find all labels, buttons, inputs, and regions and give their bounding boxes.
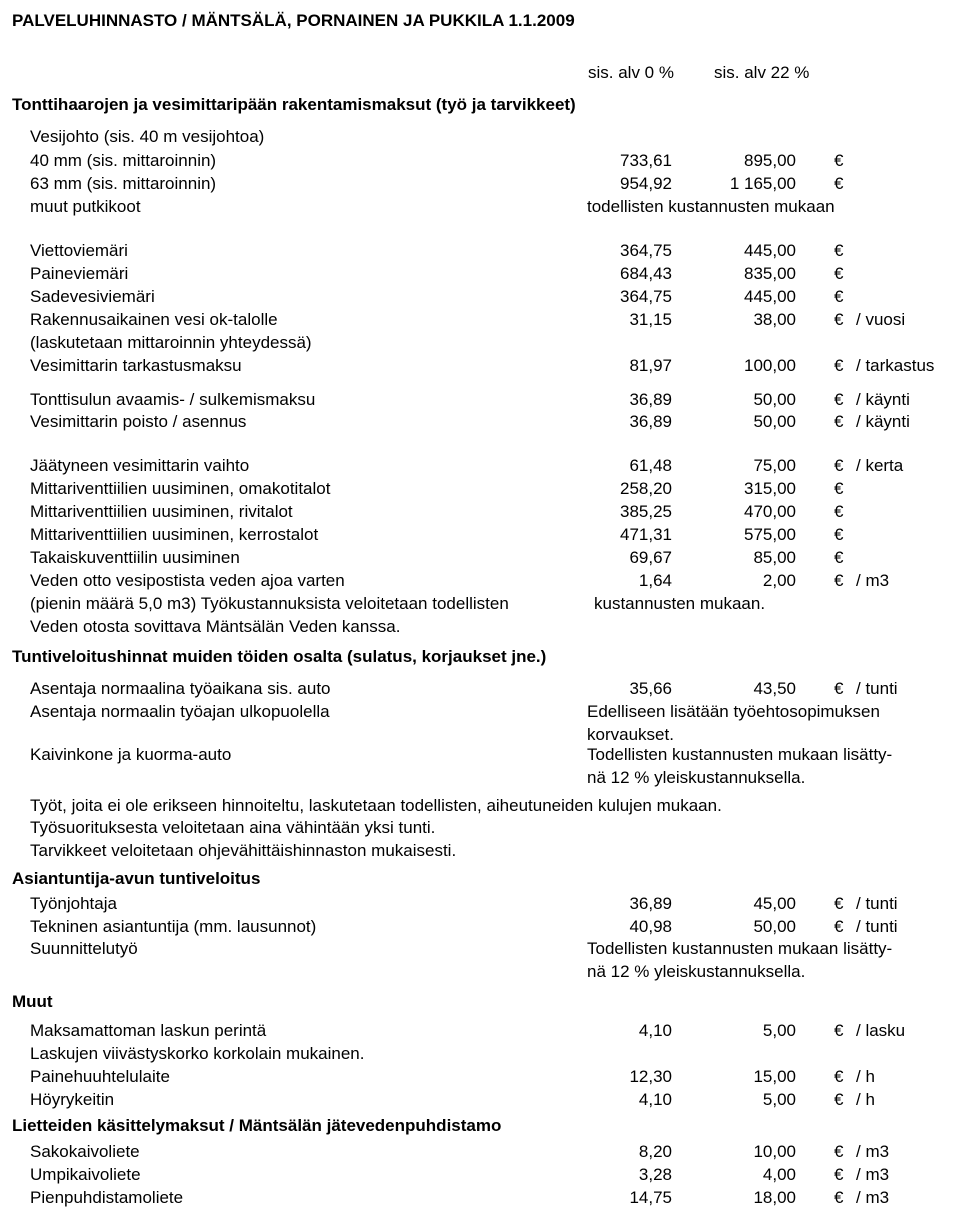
row-other-pipes-label: muut putkikoot <box>30 197 141 216</box>
row-rivitalot-label: Mittariventtiilien uusiminen, rivitalot <box>30 502 293 521</box>
row-kerrostalot-price-incl-vat: 575,00 <box>744 525 796 544</box>
row-umpiliete-price-excl-vat: 3,28 <box>638 1165 672 1184</box>
row-kerrostalot-label: Mittariventtiilien uusiminen, kerrostalot <box>30 525 319 544</box>
row-vesiposti-unit: / m3 <box>856 571 890 590</box>
row-takaisku-price-excl-vat: 69,67 <box>629 548 672 567</box>
header-excl-vat: sis. alv 0 % <box>588 63 674 82</box>
row-hoyrykeitin-price-excl-vat: 4,10 <box>638 1090 672 1109</box>
row-hoyrykeitin-label: Höyrykeitin <box>30 1090 115 1109</box>
row-kaivinkone-label: Kaivinkone ja kuorma-auto <box>30 745 232 764</box>
row-r40mm-price-excl-vat: 733,61 <box>620 151 672 170</box>
row-hoyrykeitin-price-incl-vat: 5,00 <box>762 1090 796 1109</box>
row-tekninen-unit: / tunti <box>856 917 898 936</box>
euro-icon: € <box>834 456 844 475</box>
row-tarkastusmaksu-label: Vesimittarin tarkastusmaksu <box>30 356 242 375</box>
row-omakotitalot-label: Mittariventtiilien uusiminen, omakotitalot <box>30 479 331 498</box>
row-tarvikkeet-label: Tarvikkeet veloitetaan ohjevähittäishinnaston mukaisesti. <box>30 841 457 860</box>
euro-icon: € <box>834 1021 844 1040</box>
row-vesiposti-price-incl-vat: 2,00 <box>762 571 796 590</box>
row-pienpuhdistamo-label: Pienpuhdistamoliete <box>30 1188 184 1207</box>
euro-icon: € <box>834 174 844 193</box>
row-asentaja-norm-label: Asentaja normaalina työaikana sis. auto <box>30 679 331 698</box>
euro-icon: € <box>834 1090 844 1109</box>
row-tyonjohtaja-price-excl-vat: 36,89 <box>629 894 672 913</box>
row-jaatynyt-label: Jäätyneen vesimittarin vaihto <box>30 456 250 475</box>
water-pipe-heading: Vesijohto (sis. 40 m vesijohtoa) <box>30 127 265 146</box>
row-jaatynyt-unit: / kerta <box>856 456 904 475</box>
euro-icon: € <box>834 479 844 498</box>
row-vesiposti-label: Veden otto vesipostista veden ajoa varten <box>30 571 345 590</box>
row-tonttisulku-price-excl-vat: 36,89 <box>629 390 672 409</box>
section-heading-expert: Asiantuntija-avun tuntiveloitus <box>12 869 261 888</box>
row-paineviemari-price-excl-vat: 684,43 <box>620 264 672 283</box>
row-jaatynyt-price-excl-vat: 61,48 <box>629 456 672 475</box>
row-takaisku-label: Takaiskuventtiilin uusiminen <box>30 548 240 567</box>
euro-icon: € <box>834 241 844 260</box>
row-pienpuhdistamo-price-incl-vat: 18,00 <box>753 1188 796 1207</box>
row-asentaja-norm-unit: / tunti <box>856 679 898 698</box>
row-tyonjohtaja-price-incl-vat: 45,00 <box>753 894 796 913</box>
euro-icon: € <box>834 356 844 375</box>
euro-icon: € <box>834 894 844 913</box>
row-asentaja-ulko-note-cont: korvaukset. <box>587 725 674 744</box>
row-tarkastusmaksu-price-incl-vat: 100,00 <box>744 356 796 375</box>
euro-icon: € <box>834 1142 844 1161</box>
row-kerrostalot-price-excl-vat: 471,31 <box>620 525 672 544</box>
row-r63mm-label: 63 mm (sis. mittaroinnin) <box>30 174 217 193</box>
row-hoyrykeitin-unit: / h <box>856 1090 875 1109</box>
row-sakoliete-price-incl-vat: 10,00 <box>753 1142 796 1161</box>
row-asentaja-norm-price-incl-vat: 43,50 <box>753 679 796 698</box>
euro-icon: € <box>834 525 844 544</box>
row-sadevesiviemari-price-incl-vat: 445,00 <box>744 287 796 306</box>
euro-icon: € <box>834 287 844 306</box>
row-r63mm-price-incl-vat: 1 165,00 <box>729 174 796 193</box>
row-poisto-unit: / käynti <box>856 412 910 431</box>
euro-icon: € <box>834 264 844 283</box>
euro-icon: € <box>834 548 844 567</box>
row-tonttisulku-unit: / käynti <box>856 390 910 409</box>
row-paineviemari-label: Paineviemäri <box>30 264 129 283</box>
row-rakennusaikainen-unit: / vuosi <box>856 310 906 329</box>
row-umpiliete-label: Umpikaivoliete <box>30 1165 141 1184</box>
euro-icon: € <box>834 1188 844 1207</box>
section-heading-connection: Tonttihaarojen ja vesimittaripään rakentamismaksut (työ ja tarvikkeet) <box>12 95 576 114</box>
row-sadevesiviemari-label: Sadevesiviemäri <box>30 287 155 306</box>
row-painehuuhtelu-unit: / h <box>856 1067 875 1086</box>
row-painehuuhtelu-label: Painehuuhtelulaite <box>30 1067 170 1086</box>
row-pienpuhdistamo-price-excl-vat: 14,75 <box>629 1188 672 1207</box>
euro-icon: € <box>834 390 844 409</box>
row-sadevesiviemari-price-excl-vat: 364,75 <box>620 287 672 306</box>
row-pienpuhdistamo-unit: / m3 <box>856 1188 890 1207</box>
row-tyonjohtaja-unit: / tunti <box>856 894 898 913</box>
row-viettoviemari-price-incl-vat: 445,00 <box>744 241 796 260</box>
row-asentaja-norm-price-excl-vat: 35,66 <box>629 679 672 698</box>
row-tarkastusmaksu-price-excl-vat: 81,97 <box>629 356 672 375</box>
row-poisto-price-excl-vat: 36,89 <box>629 412 672 431</box>
row-tonttisulku-label: Tonttisulun avaamis- / sulkemismaksu <box>30 390 316 409</box>
euro-icon: € <box>834 1067 844 1086</box>
row-r40mm-label: 40 mm (sis. mittaroinnin) <box>30 151 217 170</box>
section-heading-hourly: Tuntiveloitushinnat muiden töiden osalta (sulatus, korjaukset jne.) <box>12 647 547 666</box>
row-viettoviemari-label: Viettoviemäri <box>30 241 128 260</box>
row-r63mm-price-excl-vat: 954,92 <box>620 174 672 193</box>
row-paineviemari-price-incl-vat: 835,00 <box>744 264 796 283</box>
row-asentaja-ulko-note: Edelliseen lisätään työehtosopimuksen <box>587 702 880 721</box>
row-pienin-maara-label-cont: kustannusten mukaan. <box>594 594 766 613</box>
row-omakotitalot-price-incl-vat: 315,00 <box>744 479 796 498</box>
row-perinta-price-excl-vat: 4,10 <box>638 1021 672 1040</box>
row-suunnittelu-label: Suunnittelutyö <box>30 939 138 958</box>
row-pienin-maara-label: (pienin määrä 5,0 m3) Työkustannuksista veloitetaan todellisten <box>30 594 509 613</box>
row-viettoviemari-price-excl-vat: 364,75 <box>620 241 672 260</box>
header-incl-vat: sis. alv 22 % <box>714 63 810 82</box>
row-tekninen-price-incl-vat: 50,00 <box>753 917 796 936</box>
row-suunnittelu-note: Todellisten kustannusten mukaan lisätty- <box>587 939 893 958</box>
row-asentaja-ulko-label: Asentaja normaalin työajan ulkopuolella <box>30 702 330 721</box>
euro-icon: € <box>834 1165 844 1184</box>
row-poisto-label: Vesimittarin poisto / asennus <box>30 412 247 431</box>
euro-icon: € <box>834 502 844 521</box>
euro-icon: € <box>834 571 844 590</box>
row-perinta-unit: / lasku <box>856 1021 906 1040</box>
row-sovittava-label: Veden otosta sovittava Mäntsälän Veden kanssa. <box>30 617 401 636</box>
row-kaivinkone-note-cont: nä 12 % yleiskustannuksella. <box>587 768 806 787</box>
row-sakoliete-unit: / m3 <box>856 1142 890 1161</box>
euro-icon: € <box>834 310 844 329</box>
row-tonttisulku-price-incl-vat: 50,00 <box>753 390 796 409</box>
row-umpiliete-unit: / m3 <box>856 1165 890 1184</box>
row-painehuuhtelu-price-incl-vat: 15,00 <box>753 1067 796 1086</box>
row-rakennusaikainen-price-excl-vat: 31,15 <box>629 310 672 329</box>
row-sakoliete-label: Sakokaivoliete <box>30 1142 140 1161</box>
row-perinta-price-incl-vat: 5,00 <box>762 1021 796 1040</box>
row-laskutetaan-label: (laskutetaan mittaroinnin yhteydessä) <box>30 333 312 352</box>
euro-icon: € <box>834 917 844 936</box>
row-umpiliete-price-incl-vat: 4,00 <box>762 1165 796 1184</box>
row-tyonjohtaja-label: Työnjohtaja <box>30 894 117 913</box>
row-rakennusaikainen-label: Rakennusaikainen vesi ok-talolle <box>30 310 278 329</box>
row-tyot-note-label: Työt, joita ei ole erikseen hinnoiteltu, laskutetaan todellisten, aiheutuneiden kulujen mukaan. <box>30 796 722 815</box>
row-suunnittelu-note-cont: nä 12 % yleiskustannuksella. <box>587 962 806 981</box>
row-omakotitalot-price-excl-vat: 258,20 <box>620 479 672 498</box>
row-tyosuoritus-label: Työsuorituksesta veloitetaan aina vähintään yksi tunti. <box>30 818 436 837</box>
euro-icon: € <box>834 412 844 431</box>
section-heading-sludge: Lietteiden käsittelymaksut / Mäntsälän jätevedenpuhdistamo <box>12 1116 502 1135</box>
row-tarkastusmaksu-unit: / tarkastus <box>856 356 935 375</box>
row-tekninen-label: Tekninen asiantuntija (mm. lausunnot) <box>30 917 317 936</box>
row-vesiposti-price-excl-vat: 1,64 <box>638 571 672 590</box>
row-takaisku-price-incl-vat: 85,00 <box>753 548 796 567</box>
section-heading-other: Muut <box>12 992 53 1011</box>
row-painehuuhtelu-price-excl-vat: 12,30 <box>629 1067 672 1086</box>
row-rivitalot-price-excl-vat: 385,25 <box>620 502 672 521</box>
row-r40mm-price-incl-vat: 895,00 <box>744 151 796 170</box>
row-poisto-price-incl-vat: 50,00 <box>753 412 796 431</box>
euro-icon: € <box>834 151 844 170</box>
row-rakennusaikainen-price-incl-vat: 38,00 <box>753 310 796 329</box>
row-viivastys-label: Laskujen viivästyskorko korkolain mukainen. <box>30 1044 365 1063</box>
row-rivitalot-price-incl-vat: 470,00 <box>744 502 796 521</box>
row-jaatynyt-price-incl-vat: 75,00 <box>753 456 796 475</box>
document-title: PALVELUHINNASTO / MÄNTSÄLÄ, PORNAINEN JA PUKKILA 1.1.2009 <box>12 11 575 30</box>
row-kaivinkone-note: Todellisten kustannusten mukaan lisätty- <box>587 745 893 764</box>
euro-icon: € <box>834 679 844 698</box>
row-perinta-label: Maksamattoman laskun perintä <box>30 1021 267 1040</box>
row-tekninen-price-excl-vat: 40,98 <box>629 917 672 936</box>
row-other-pipes-note: todellisten kustannusten mukaan <box>587 197 835 216</box>
row-sakoliete-price-excl-vat: 8,20 <box>638 1142 672 1161</box>
